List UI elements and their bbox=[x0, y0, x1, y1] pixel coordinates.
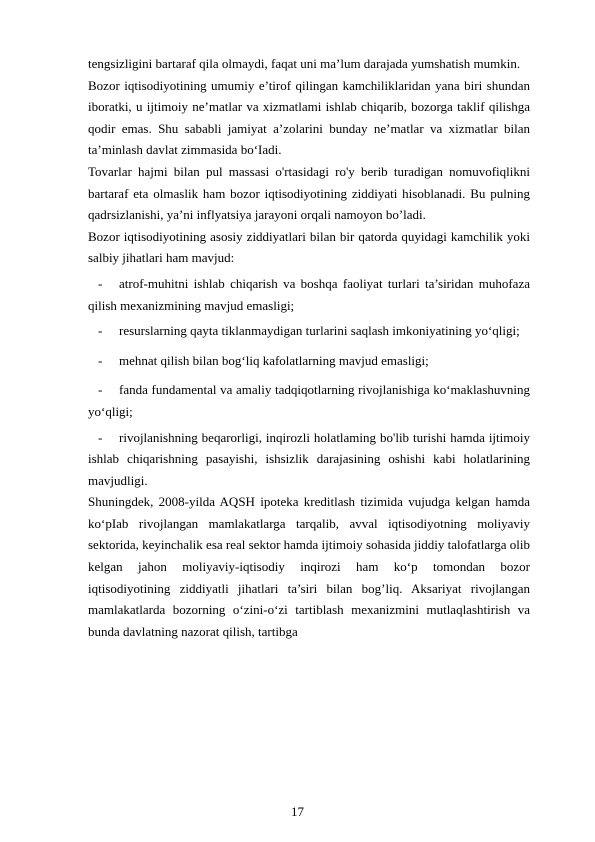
paragraph-financial-crisis: Shuningdek, 2008-yilda AQSH ipoteka kreditlash tizimida vujudga kelgan hamda ko‘pIab rivojlangan mamlakatlarga tarqalib, avval iqtisodiyotning moliyaviy sektorida, keyinchalik esa real sektor hamda ijtimoiy sohasida jiddiy talofatlarga olib kelgan jahon moliyaviy-iqtisodiy inqirozi ham ko‘p tomondan bozor iqtisodiyotining ziddiyatli jihatlari ta’siri bilan bog’liq. Aksariyat rivojlangan mamlakatlarda bozorning o‘zini-o‘zi tartiblash mexanizmini mutlaqlashtirish va bunda davlatning nazorat qilish, tartibga bbox=[88, 494, 530, 639]
list-item-text: rivojlanishning beqarorligi, inqirozli holatlaming bo'lib turishi hamda ijtimoiy ishlab chiqarishning pasayishi, ishsizlik darajasining oshishi kabi holatlarining mavjudligi. bbox=[88, 429, 530, 488]
paragraph-inflation: Tovarlar hajmi bilan pul massasi o'rtasidagi ro'y berib turadigan nomuvofiqlikni bartaraf eta olmaslik ham bozor iqtisodiyotining ziddiyati hisoblanadi. Bu pulning qadrsizlanishi, ya’ni inflyatsiya jarayoni orqali namoyon bo’ladi. bbox=[88, 163, 530, 223]
list-item bbox=[88, 273, 530, 316]
list-item bbox=[88, 320, 530, 342]
list-marker: - bbox=[98, 323, 103, 339]
list-marker: - bbox=[98, 352, 103, 368]
page-body bbox=[88, 53, 530, 642]
list-item-text: atrof-muhitni ishlab chiqarish va boshqa faoliyat turlari ta’siridan muhofaza qilish mexanizmining mavjud emasligi; bbox=[88, 275, 530, 313]
list-item bbox=[88, 379, 530, 422]
list-item-text: fanda fundamental va amaliy tadqiqotlarning rivojlanishiga ko‘maklashuvning yo‘qligi; bbox=[88, 382, 530, 419]
list-item bbox=[88, 350, 530, 372]
list-marker: - bbox=[98, 429, 103, 445]
list-marker: - bbox=[98, 382, 103, 398]
paragraph-continuation: tengsizligini bartaraf qila olmaydi, faqat uni ma’lum darajada yumshatish mumkin. bbox=[88, 56, 521, 71]
paragraph-social-goods: Bozor iqtisodiyotining umumiy e’tirof qilingan kamchiliklaridan yana biri shundan iboratki, u ijtimoiy ne’matlar va xizmatlami ishlab chiqarib, bozorga taklif qilishga qodir emas. Shu sababli jamiyat a’zolarini bunday ne’matlar va xizmatlar bilan ta’minlash davlat zimmasida bo‘Iadi. bbox=[88, 77, 530, 158]
paragraph-list-intro: Bozor iqtisodiyotining asosiy ziddiyatlari bilan bir qatorda quyidagi kamchilik yoki salbiy jihatlari ham mavjud: bbox=[88, 228, 530, 266]
list-item-text: mehnat qilish bilan bog‘liq kafolatlarning mavjud emasligi; bbox=[119, 352, 429, 368]
page-number: 17 bbox=[291, 804, 304, 819]
list-item bbox=[88, 427, 530, 492]
list-marker: - bbox=[98, 275, 103, 291]
list-item-text: resurslarning qayta tiklanmaydigan turlarini saqlash imkoniyatining yo‘qligi; bbox=[119, 323, 520, 339]
